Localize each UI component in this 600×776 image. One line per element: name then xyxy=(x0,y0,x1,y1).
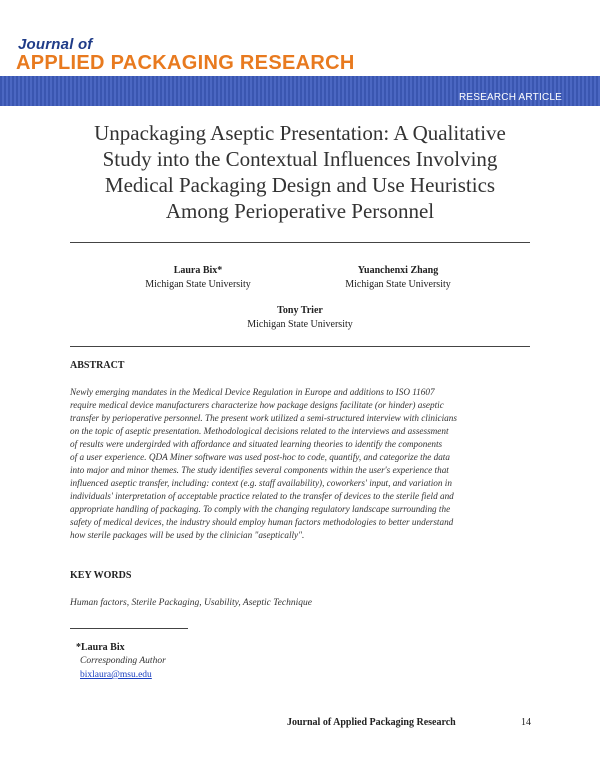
abstract-line: of results were undergirded with affordance and situated learning theories to identify the components xyxy=(70,439,443,449)
abstract-line: transfer by perioperative personnel. The present work utilized a semi-structured interview with clinicians xyxy=(70,413,457,423)
title-divider xyxy=(70,242,530,243)
abstract-line: of a user experience. QDA Miner software was used post-hoc to code, quantify, and categorize the data xyxy=(70,452,450,462)
corresponding-author-role: Corresponding Author xyxy=(80,656,166,666)
abstract-line: individuals' interpretation of acceptable practice related to the transfer of devices to the sterile field and xyxy=(70,491,454,501)
title-line: Medical Packaging Design and Use Heuristics xyxy=(104,173,496,197)
abstract-line: on the topic of aseptic presentation. Methodological decisions related to the interviews and assessment xyxy=(70,426,449,436)
article-type-label: RESEARCH ARTICLE xyxy=(458,92,562,103)
footnote-divider xyxy=(70,628,188,629)
abstract-line: Newly emerging mandates in the Medical Device Regulation in Europe and additions to ISO 11607 xyxy=(70,387,435,397)
abstract-line: how sterile packages will be used by the clinician "aseptically". xyxy=(70,530,305,540)
author-block xyxy=(318,264,478,292)
authors-divider xyxy=(70,346,530,347)
abstract-body xyxy=(70,386,530,542)
author-affiliation: Michigan State University xyxy=(145,279,251,290)
author-name: Yuanchenxi Zhang xyxy=(357,265,439,276)
article-title xyxy=(40,120,560,224)
corresponding-author-email-link[interactable]: bixlaura@msu.edu xyxy=(80,670,152,680)
abstract-line: into major and minor themes. The study identifies several components within the user's experience that xyxy=(70,465,449,475)
abstract-line: require medical device manufacturers characterize how package designs facilitate (or hinder) aseptic xyxy=(70,400,444,410)
title-line: Among Perioperative Personnel xyxy=(165,199,435,223)
title-line: Study into the Contextual Influences Involving xyxy=(102,147,498,171)
keywords-heading: KEY WORDS xyxy=(70,570,132,581)
abstract-line: appropriate handling of packaging. To comply with the changing regulatory landscape surrounding the xyxy=(70,504,451,514)
keywords-list: Human factors, Sterile Packaging, Usability, Aseptic Technique xyxy=(70,598,312,608)
title-line: Unpackaging Aseptic Presentation: A Qualitative xyxy=(94,121,506,145)
footer-journal-name: Journal of Applied Packaging Research xyxy=(287,717,456,728)
journal-masthead xyxy=(0,0,600,110)
journal-name-top: Journal of xyxy=(18,36,93,53)
author-block xyxy=(118,264,278,292)
abstract-line: safety of medical devices, the industry should employ human factors methodologies to better understand xyxy=(70,517,454,527)
corresponding-author-name: *Laura Bix xyxy=(76,642,125,653)
journal-name-logo: APPLIED PACKAGING RESEARCH xyxy=(16,52,355,74)
author-name: Laura Bix* xyxy=(173,265,223,276)
author-block xyxy=(220,304,380,332)
abstract-line: influenced aseptic transfer, including: context (e.g. staff availability), coworkers' input, and variation in xyxy=(70,478,452,488)
author-name: Tony Trier xyxy=(277,305,323,316)
author-affiliation: Michigan State University xyxy=(345,279,451,290)
page-number: 14 xyxy=(521,717,531,728)
abstract-heading: ABSTRACT xyxy=(70,360,125,371)
author-affiliation: Michigan State University xyxy=(247,319,353,330)
